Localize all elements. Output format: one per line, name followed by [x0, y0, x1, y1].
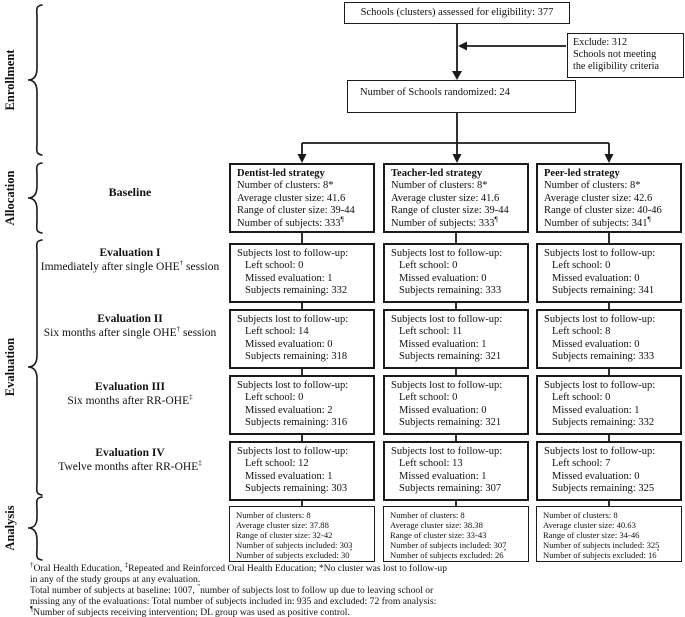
arm-baseline-box-peer — [536, 163, 682, 233]
baseline-stat: Average cluster size: 42.6 — [544, 192, 653, 204]
footnotes — [30, 560, 650, 617]
eval-line: Missed evaluation: 0 — [245, 338, 333, 350]
eval-line: Subjects lost to follow-up: — [544, 314, 656, 325]
eval-line: Subjects lost to follow-up: — [237, 314, 349, 325]
evaluation-3-label — [40, 381, 220, 408]
eval-line: Subjects remaining: 316 — [245, 417, 348, 429]
eligibility-text: Schools (clusters) assessed for eligibility: 377 — [360, 6, 554, 18]
eval-line: Missed evaluation: 1 — [245, 272, 333, 284]
analysis-stat: Number of clusters: 8 — [543, 510, 618, 520]
eval3-box-dentist — [229, 375, 375, 435]
eval-line: Subjects remaining: 325 — [552, 483, 655, 495]
eval-line: Left school: 11 — [399, 326, 463, 338]
evaluation-2-label — [40, 313, 220, 340]
enrollment-brace — [28, 5, 42, 155]
baseline-stat: Number of subjects: 333¶ — [237, 215, 344, 229]
analysis-stat: Number of subjects excluded: 30″ — [236, 547, 353, 560]
eval-line: Missed evaluation: 0 — [399, 272, 487, 284]
analysis-box-teacher — [383, 506, 529, 562]
eval-line: Left school: 13 — [399, 458, 463, 470]
baseline-stat: Range of cluster size: 40-46 — [544, 205, 662, 217]
analysis-stat: Number of subjects included: 303 — [236, 539, 353, 550]
eval4-box-teacher — [383, 441, 529, 501]
baseline-stat: Number of clusters: 8* — [544, 180, 641, 192]
randomized-text: Number of Schools randomized: 24 — [360, 87, 510, 98]
arm-baseline-box-teacher — [383, 163, 529, 233]
eval-line: Left school: 7 — [552, 458, 611, 470]
eval-line: Left school: 0 — [245, 392, 304, 404]
footnote-line: in any of the study groups at any evaluation. — [30, 573, 201, 585]
baseline-stat: Number of subjects: 333¶ — [391, 215, 498, 229]
exclude-line-2: Schools not meeting — [573, 49, 657, 60]
eval-line: Left school: 14 — [245, 326, 309, 338]
analysis-stat: Range of cluster size: 32-42 — [236, 529, 333, 540]
eval1-box-teacher — [383, 243, 529, 303]
eval-line: Left school: 0 — [245, 260, 304, 272]
footnote-line: missing any of the evaluations: Total number of subjects included in: 935 and excluded: 72 from analysis: — [30, 595, 437, 607]
eval-line: Left school: 0 — [399, 260, 458, 272]
baseline-stat: Range of cluster size: 39-44 — [391, 205, 509, 217]
analysis-stat: Average cluster size: 37.88 — [236, 519, 329, 530]
eval-line: Missed evaluation: 0 — [552, 470, 640, 482]
eval-line: Subjects remaining: 318 — [245, 351, 348, 363]
baseline-stat: Range of cluster size: 39-44 — [237, 205, 355, 217]
eval-line: Missed evaluation: 1 — [399, 338, 487, 350]
eval-line: Missed evaluation: 1 — [399, 470, 487, 482]
eval-line: Left school: 0 — [552, 260, 611, 272]
stage-label-enrollment: Enrollment — [3, 49, 17, 111]
eval-line: Subjects lost to follow-up: — [544, 248, 656, 259]
arrowhead-down-icon — [453, 154, 462, 163]
analysis-stat: Number of clusters: 8 — [236, 510, 311, 520]
eval3-box-peer — [536, 375, 682, 435]
arrowhead-left-icon — [458, 42, 467, 51]
eval-line: Subjects lost to follow-up: — [237, 380, 349, 391]
eval4-box-peer — [536, 441, 682, 501]
eval-line: Missed evaluation: 1 — [245, 470, 333, 482]
analysis-stat: Average cluster size: 38.38 — [390, 519, 483, 530]
eval2-box-dentist — [229, 309, 375, 369]
evaluation-subtitle: Immediately after single OHE† session — [40, 258, 220, 273]
eval-line: Subjects remaining: 333 — [552, 351, 655, 363]
analysis-box-peer — [536, 506, 682, 562]
footnote-line: †Oral Health Education, ‡Repeated and Reinforced Oral Health Education; *No cluster was lost to follow-up — [30, 560, 448, 574]
footnote-line: Total number of subjects at baseline: 1007, ″number of subjects lost to follow up due to leaving school or — [30, 582, 434, 596]
eval-line: Subjects lost to follow-up: — [391, 446, 503, 457]
eval-line: Subjects remaining: 341 — [552, 285, 655, 297]
eval-line: Subjects lost to follow-up: — [237, 248, 349, 259]
stage-label-evaluation: Evaluation — [3, 337, 17, 397]
eval-line: Subjects lost to follow-up: — [544, 446, 656, 457]
eval-line: Subjects lost to follow-up: — [391, 314, 503, 325]
arrowhead-down-icon — [298, 154, 307, 163]
eval-line: Subjects remaining: 332 — [245, 285, 348, 297]
eval-line: Subjects remaining: 333 — [399, 285, 502, 297]
stage-label-analysis: Analysis — [3, 505, 17, 551]
eval-line: Subjects remaining: 332 — [552, 417, 655, 429]
eval1-box-peer — [536, 243, 682, 303]
eval-line: Subjects remaining: 321 — [399, 417, 502, 429]
eval2-box-peer — [536, 309, 682, 369]
exclude-line-1: Exclude: 312 — [573, 37, 628, 48]
evaluation-1-label — [40, 247, 220, 274]
baseline-stat: Number of clusters: 8* — [237, 180, 334, 192]
baseline-stat: Number of clusters: 8* — [391, 180, 488, 192]
eval-line: Missed evaluation: 0 — [552, 338, 640, 350]
stage-label-allocation: Allocation — [3, 170, 17, 226]
eval1-box-dentist — [229, 243, 375, 303]
eval-line: Subjects lost to follow-up: — [391, 248, 503, 259]
analysis-stat: Range of cluster size: 34-46 — [543, 529, 640, 540]
eval-line: Missed evaluation: 2 — [245, 404, 333, 416]
exclude-line-3: the eligibility criteria — [573, 61, 659, 72]
analysis-stat: Number of subjects included: 325 — [543, 539, 660, 550]
analysis-stat: Average cluster size: 40.63 — [543, 519, 636, 530]
randomized-box — [347, 80, 576, 113]
analysis-stat: Range of cluster size: 33-43 — [390, 529, 487, 540]
eval-line: Left school: 8 — [552, 326, 611, 338]
evaluation-subtitle: Six months after RR-OHE‡ — [67, 392, 193, 407]
analysis-box-dentist — [229, 506, 375, 562]
analysis-brace — [28, 497, 42, 560]
arrowhead-down-icon — [605, 154, 614, 163]
baseline-stat: Number of subjects: 341¶ — [544, 215, 651, 229]
arrowhead-down-icon — [452, 71, 462, 80]
evaluation-subtitle: Six months after single OHE† session — [43, 324, 217, 339]
baseline-stat: Average cluster size: 41.6 — [237, 192, 346, 204]
evaluation-subtitle: Twelve months after RR-OHE‡ — [58, 458, 202, 473]
eval-line: Subjects remaining: 307 — [399, 483, 502, 495]
arm-title: Dentist-led strategy — [237, 168, 325, 179]
eval-line: Subjects remaining: 321 — [399, 351, 502, 363]
baseline-label: Baseline — [108, 185, 152, 199]
eval-line: Missed evaluation: 1 — [552, 404, 640, 416]
arm-title: Peer-led strategy — [544, 168, 620, 179]
evaluation-title: Evaluation IV — [95, 447, 165, 459]
analysis-stat: Number of subjects excluded: 16″ — [543, 547, 660, 560]
eligibility-box — [344, 2, 570, 24]
analysis-stat: Number of subjects included: 307 — [390, 539, 507, 550]
eval-line: Missed evaluation: 0 — [399, 404, 487, 416]
arm-title: Teacher-led strategy — [391, 168, 483, 179]
eval-line: Missed evaluation: 0 — [552, 272, 640, 284]
exclude-box — [567, 33, 684, 78]
baseline-stat: Average cluster size: 41.6 — [391, 192, 500, 204]
evaluation-4-label — [40, 447, 220, 474]
eval-line: Subjects remaining: 303 — [245, 483, 348, 495]
footnote-line: ¶Number of subjects receiving intervention; DL group was used as positive control. — [30, 604, 350, 617]
evaluation-title: Evaluation I — [99, 247, 161, 259]
eval4-box-dentist — [229, 441, 375, 501]
eval2-box-teacher — [383, 309, 529, 369]
eval-line: Left school: 0 — [552, 392, 611, 404]
eval-line: Subjects lost to follow-up: — [544, 380, 656, 391]
evaluation-title: Evaluation III — [95, 381, 165, 393]
arm-baseline-box-dentist — [229, 163, 375, 233]
eval-line: Subjects lost to follow-up: — [237, 446, 349, 457]
eval-line: Left school: 12 — [245, 458, 309, 470]
analysis-stat: Number of clusters: 8 — [390, 510, 465, 520]
evaluation-title: Evaluation II — [97, 313, 163, 325]
eval-line: Left school: 0 — [399, 392, 458, 404]
eval-line: Subjects lost to follow-up: — [391, 380, 503, 391]
eval3-box-teacher — [383, 375, 529, 435]
analysis-stat: Number of subjects excluded: 26″ — [390, 547, 507, 560]
